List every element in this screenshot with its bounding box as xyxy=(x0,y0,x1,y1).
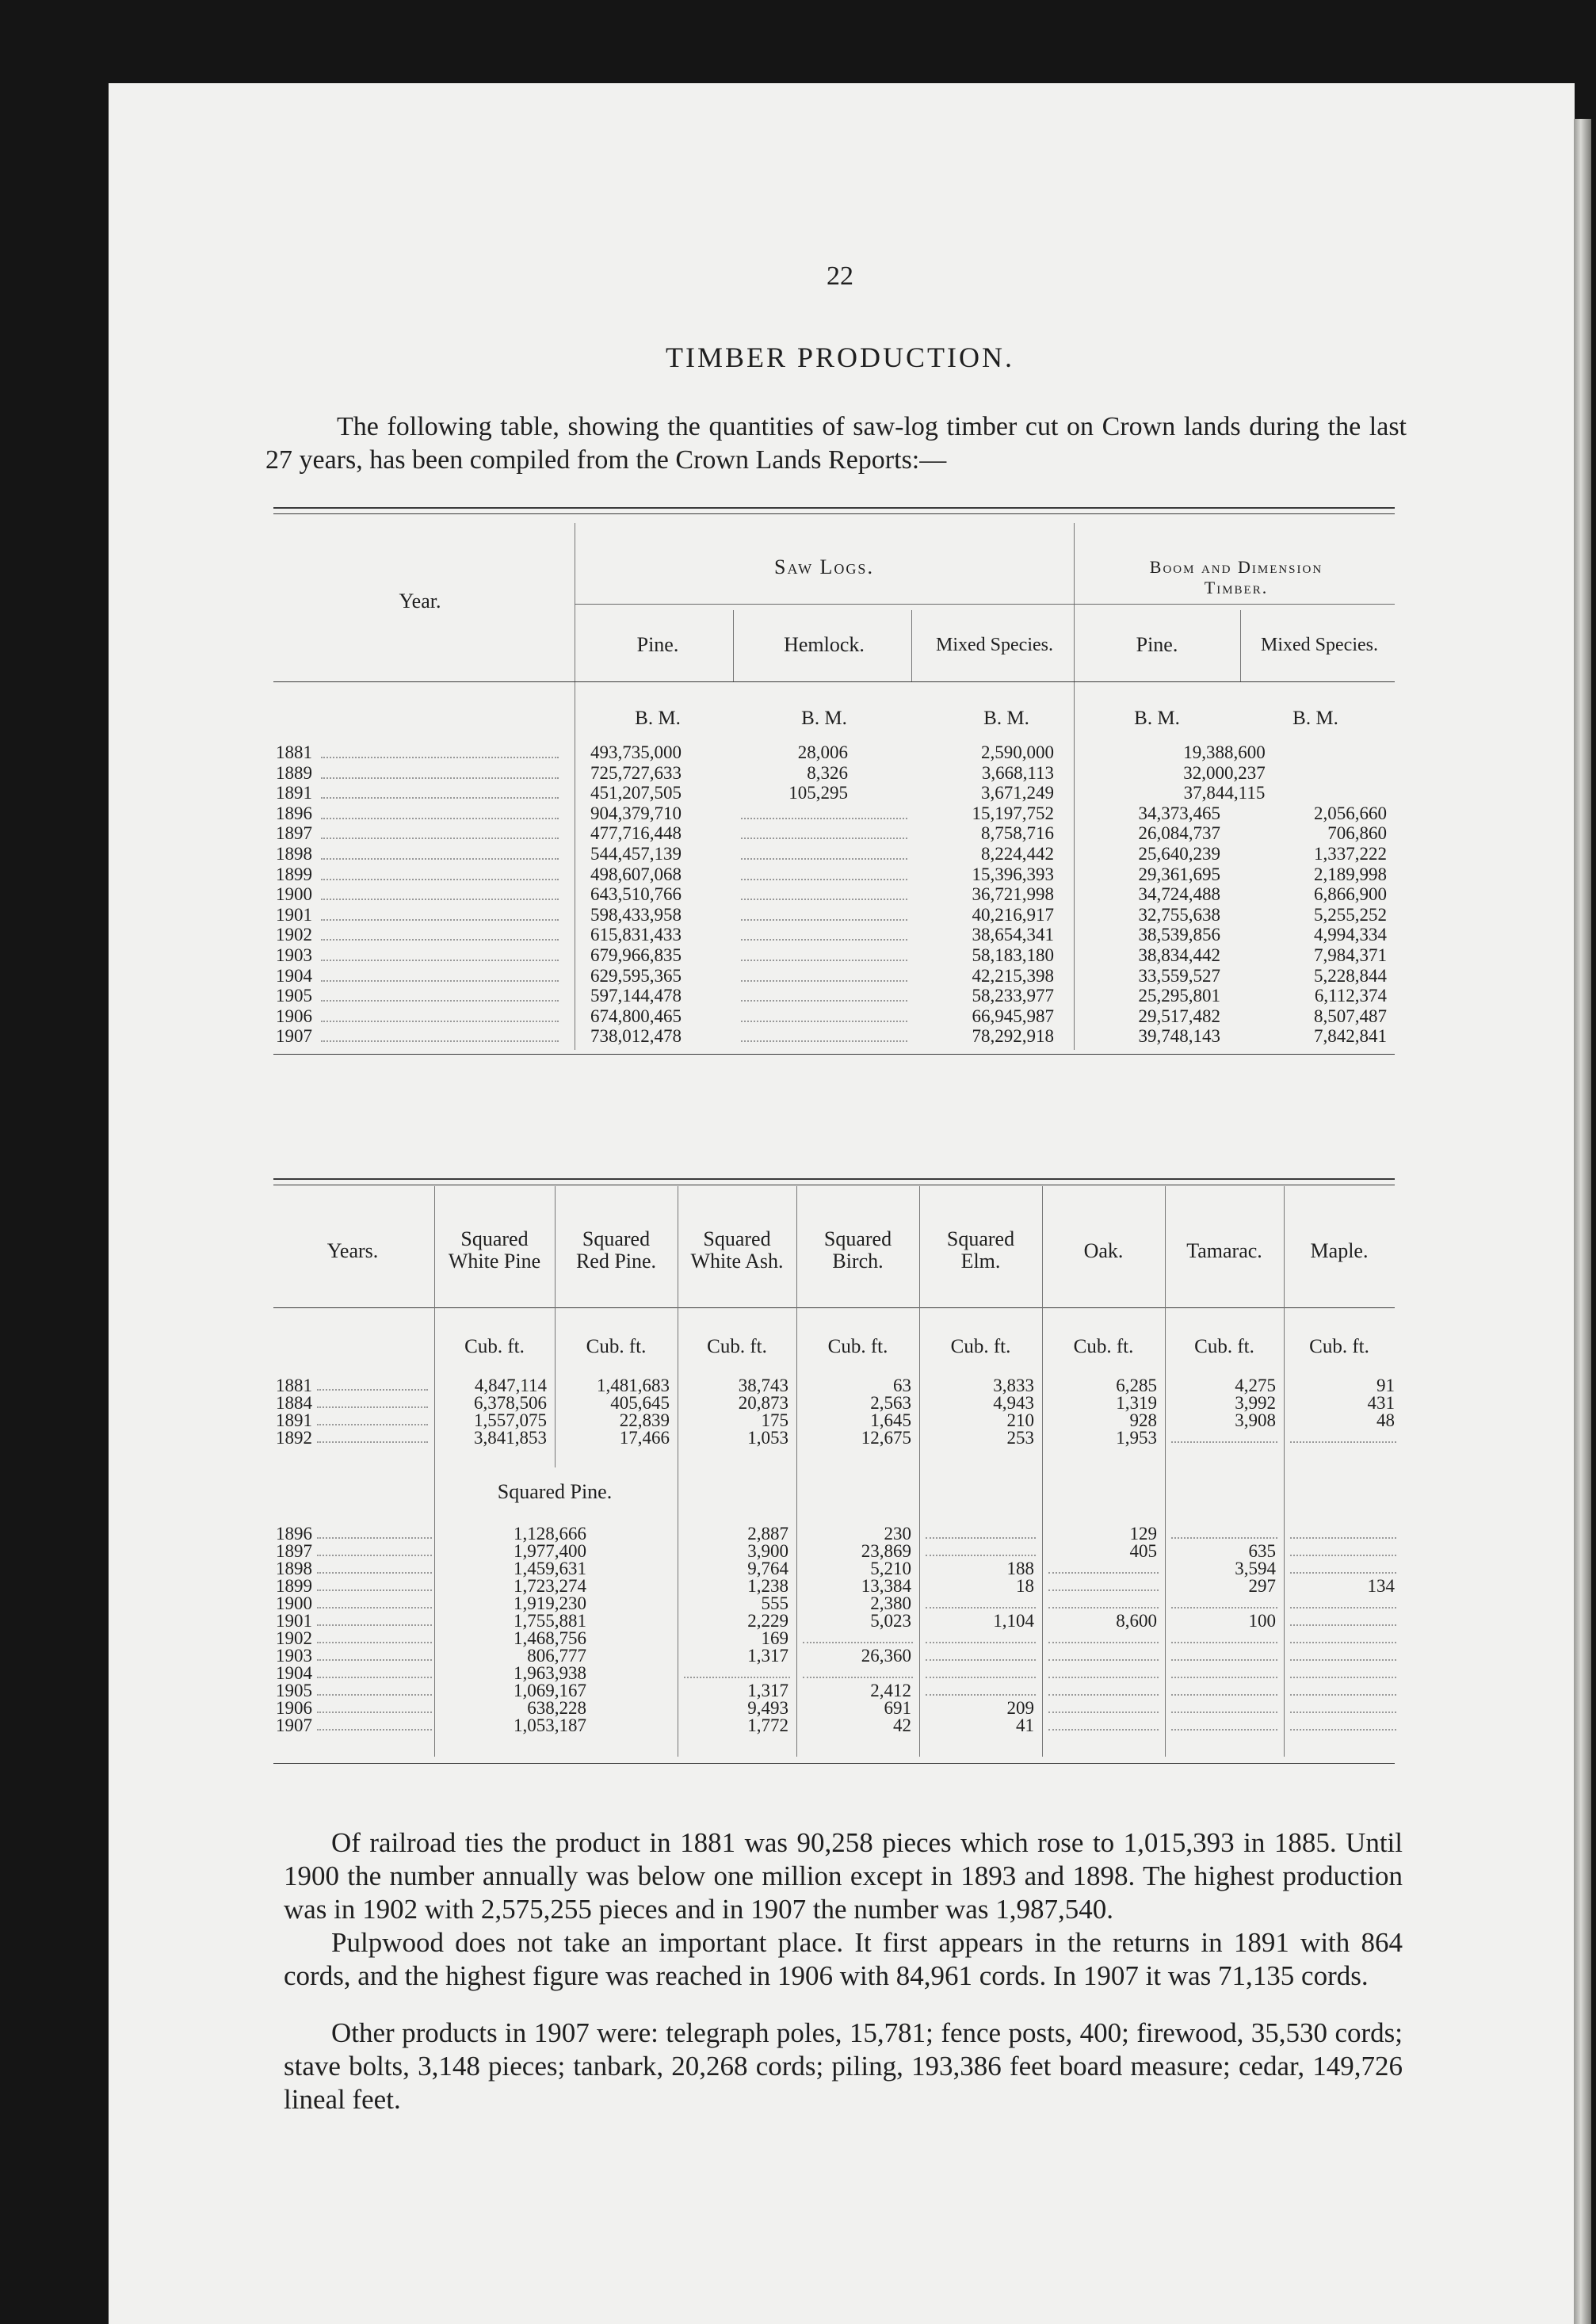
t2-cell-birch: 42 xyxy=(893,1715,911,1735)
t2-cell-ash: 38,743 xyxy=(738,1376,788,1395)
dot-leader xyxy=(1171,1677,1277,1678)
t1-year: 1906 xyxy=(276,1006,312,1026)
t1-boom-pine: 34,724,488 xyxy=(1138,884,1220,904)
t2-year: 1896 xyxy=(276,1524,312,1544)
t1-boom-mixed: 6,112,374 xyxy=(1314,986,1387,1006)
t2-cell-sq-pine: 1,723,274 xyxy=(514,1576,586,1596)
dot-leader xyxy=(741,939,907,941)
t1-unit-boom-mixed: B. M. xyxy=(1292,708,1338,729)
dot-leader xyxy=(1290,1712,1396,1713)
t2-year: 1900 xyxy=(276,1593,312,1613)
dot-leader xyxy=(1048,1607,1159,1608)
dot-leader xyxy=(321,1040,559,1042)
dot-leader xyxy=(317,1589,432,1591)
dot-leader xyxy=(321,797,559,799)
t2-cell-sq-pine: 1,963,938 xyxy=(514,1663,586,1683)
t2-cell-tamarac: 3,908 xyxy=(1235,1410,1276,1430)
t1-boom-pine: 32,755,638 xyxy=(1138,905,1220,925)
t1-col-boom-pine: Pine. xyxy=(1136,633,1178,656)
t2-cell-tamarac: 3,992 xyxy=(1235,1393,1276,1413)
t2-cell-birch: 2,412 xyxy=(870,1681,911,1700)
dot-leader xyxy=(803,1642,913,1643)
t2-unit: Cub. ft. xyxy=(464,1336,525,1357)
t2-cell-sq-pine: 1,069,167 xyxy=(514,1681,586,1700)
dot-leader xyxy=(684,1677,790,1678)
dot-leader xyxy=(317,1607,432,1608)
t2-cell-tamarac: 635 xyxy=(1248,1541,1276,1561)
t1-year: 1897 xyxy=(276,823,312,843)
t2-cell-white_pine: 4,847,114 xyxy=(474,1376,547,1395)
t1-col-hemlock: Hemlock. xyxy=(784,633,865,656)
dot-leader xyxy=(741,960,907,961)
t2-col-header-line1: Squared xyxy=(946,1227,1015,1250)
t2-year: 1884 xyxy=(276,1393,312,1413)
dot-leader xyxy=(1048,1712,1159,1713)
t1-boom-mixed: 1,337,222 xyxy=(1314,844,1387,864)
t2-cell-white_pine: 1,557,075 xyxy=(474,1410,547,1430)
dot-leader xyxy=(741,1040,907,1042)
t2-cell-ash: 169 xyxy=(761,1628,788,1648)
t1-boom-mixed: 5,228,844 xyxy=(1314,966,1387,986)
t2-year: 1903 xyxy=(276,1646,312,1666)
t2-cell-ash: 175 xyxy=(761,1410,788,1430)
dot-leader xyxy=(321,960,559,961)
t2-year: 1906 xyxy=(276,1698,312,1718)
t1-boom-mixed: 7,842,841 xyxy=(1314,1026,1387,1046)
dot-leader xyxy=(741,899,907,900)
t2-year: 1892 xyxy=(276,1428,312,1448)
t1-mixed: 3,668,113 xyxy=(981,763,1054,783)
t2-col-header-line1: Squared xyxy=(823,1227,892,1250)
t1-boom-mixed: 4,994,334 xyxy=(1314,925,1387,944)
t1-unit-mixed: B. M. xyxy=(983,708,1029,729)
t1-boom-pine: 33,559,527 xyxy=(1138,966,1220,986)
t1-year: 1904 xyxy=(276,966,312,986)
pulpwood-paragraph: Pulpwood does not take an important place. It first appears in the returns in 1891 with 864 cords, and the highest figure was reached in 1906 with 84,961 cords. In 1907 it was 71,135 cords. xyxy=(284,1927,1403,1991)
t2-cell-ash: 1,238 xyxy=(747,1576,788,1596)
t1-boom-combined: 37,844,115 xyxy=(1183,783,1266,803)
other-products-paragraph: Other products in 1907 were: telegraph poles, 15,781; fence posts, 400; firewood, 35,530 cords; stave bolts, 3,148 pieces; tanbark, 20,268 cords; piling, 193,386 feet board measure; cedar, 149,726 lineal feet. xyxy=(284,2017,1403,2115)
t1-pine: 674,800,465 xyxy=(590,1006,682,1026)
dot-leader xyxy=(1171,1607,1277,1608)
t2-cell-birch: 2,380 xyxy=(870,1593,911,1613)
t2-cell-oak: 6,285 xyxy=(1116,1376,1157,1395)
dot-leader xyxy=(1290,1441,1396,1443)
page-edge xyxy=(1574,119,1591,2324)
t2-cell-birch: 691 xyxy=(884,1698,911,1718)
t1-boom-mixed: 5,255,252 xyxy=(1314,905,1387,925)
t2-cell-oak: 8,600 xyxy=(1116,1611,1157,1631)
dot-leader xyxy=(317,1406,428,1408)
t2-unit: Cub. ft. xyxy=(1194,1336,1254,1357)
t1-pine: 498,607,068 xyxy=(590,864,682,884)
dot-leader xyxy=(1171,1712,1277,1713)
t1-boom-combined: 32,000,237 xyxy=(1183,763,1266,783)
t1-pine: 725,727,633 xyxy=(590,763,682,783)
t1-pine: 643,510,766 xyxy=(590,884,682,904)
page-title: TIMBER PRODUCTION. xyxy=(665,342,1014,373)
t1-boom-pine: 38,539,856 xyxy=(1138,925,1220,944)
t2-squared-pine-label: Squared Pine. xyxy=(497,1480,613,1503)
t1-mixed: 15,197,752 xyxy=(972,803,1054,823)
t1-pine: 544,457,139 xyxy=(590,844,682,864)
dot-leader xyxy=(741,1000,907,1002)
dot-leader xyxy=(1290,1694,1396,1696)
t1-pine: 451,207,505 xyxy=(590,783,682,803)
t2-cell-sq-pine: 1,128,666 xyxy=(514,1524,586,1544)
dot-leader xyxy=(1290,1729,1396,1731)
t1-mixed: 40,216,917 xyxy=(972,905,1054,925)
t2-unit: Cub. ft. xyxy=(1309,1336,1369,1357)
dot-leader xyxy=(926,1642,1036,1643)
t2-col-header-line1: Tamarac. xyxy=(1186,1239,1262,1262)
t2-year: 1897 xyxy=(276,1541,312,1561)
t1-unit-boom-pine: B. M. xyxy=(1134,708,1180,729)
t1-pine: 493,735,000 xyxy=(590,742,682,762)
t2-cell-birch: 5,023 xyxy=(870,1611,911,1631)
t1-boom-pine: 34,373,465 xyxy=(1138,803,1220,823)
t2-cell-maple: 48 xyxy=(1376,1410,1395,1430)
t1-mixed: 3,671,249 xyxy=(981,783,1054,803)
t2-cell-elm: 188 xyxy=(1006,1559,1034,1578)
t2-year: 1891 xyxy=(276,1410,312,1430)
t2-col-header-line2: White Ash. xyxy=(690,1250,784,1273)
dot-leader xyxy=(321,879,559,880)
t1-pine: 598,433,958 xyxy=(590,905,682,925)
t2-cell-ash: 9,493 xyxy=(747,1698,788,1718)
dot-leader xyxy=(321,838,559,839)
t2-col-header-line2: White Pine xyxy=(448,1250,541,1273)
t2-cell-red_pine: 1,481,683 xyxy=(597,1376,670,1395)
dot-leader xyxy=(741,980,907,982)
t1-unit-hemlock: B. M. xyxy=(801,708,847,729)
dot-leader xyxy=(321,899,559,900)
t2-col-header-line1: Maple. xyxy=(1310,1239,1369,1262)
t1-boom-mixed: 2,056,660 xyxy=(1314,803,1387,823)
t1-mixed: 58,183,180 xyxy=(972,945,1054,965)
dot-leader xyxy=(926,1659,1036,1661)
t1-boom-pine: 38,834,442 xyxy=(1138,945,1220,965)
t2-year-header: Years. xyxy=(326,1239,379,1262)
t1-pine: 477,716,448 xyxy=(590,823,682,843)
t2-cell-elm: 4,943 xyxy=(993,1393,1034,1413)
dot-leader xyxy=(317,1712,432,1713)
t2-cell-birch: 63 xyxy=(893,1376,911,1395)
t1-boom-pine: 29,361,695 xyxy=(1138,864,1220,884)
dot-leader xyxy=(317,1659,432,1661)
t1-boom-mixed: 2,189,998 xyxy=(1314,864,1387,884)
dot-leader xyxy=(926,1607,1036,1608)
t1-mixed: 58,233,977 xyxy=(972,986,1054,1006)
dot-leader xyxy=(1171,1642,1277,1643)
t1-year: 1881 xyxy=(276,742,312,762)
t2-cell-tamarac: 4,275 xyxy=(1235,1376,1276,1395)
t2-cell-birch: 13,384 xyxy=(861,1576,911,1596)
dot-leader xyxy=(321,858,559,860)
railroad-ties-paragraph: Of railroad ties the product in 1881 was 90,258 pieces which rose to 1,015,393 in 1885. Until 1900 the number annually was below one million except in 1893 and 1898. The highest production was in 1902 with 2,575,255 pieces and in 1907 the number was 1,987,540. xyxy=(284,1827,1403,1925)
t2-cell-ash: 3,900 xyxy=(747,1541,788,1561)
dot-leader xyxy=(741,838,907,839)
dot-leader xyxy=(321,818,559,819)
t1-col-mixed: Mixed Species. xyxy=(936,635,1053,655)
dot-leader xyxy=(317,1441,428,1443)
t1-pine: 904,379,710 xyxy=(590,803,682,823)
t1-col-pine: Pine. xyxy=(636,633,679,656)
t2-cell-ash: 1,317 xyxy=(747,1646,788,1666)
dot-leader xyxy=(926,1537,1036,1539)
t2-cell-birch: 12,675 xyxy=(861,1428,911,1448)
dot-leader xyxy=(317,1729,432,1731)
t2-cell-birch: 26,360 xyxy=(861,1646,911,1666)
dot-leader xyxy=(1048,1659,1159,1661)
t1-mixed: 8,758,716 xyxy=(981,823,1054,843)
t1-mixed: 36,721,998 xyxy=(972,884,1054,904)
dot-leader xyxy=(1048,1642,1159,1643)
dot-leader xyxy=(741,879,907,880)
t2-cell-tamarac: 3,594 xyxy=(1235,1559,1276,1578)
t2-cell-sq-pine: 806,777 xyxy=(527,1646,586,1666)
t2-col-header-line1: Oak. xyxy=(1083,1239,1124,1262)
t2-cell-tamarac: 297 xyxy=(1248,1576,1276,1596)
t2-cell-maple: 91 xyxy=(1376,1376,1395,1395)
dot-leader xyxy=(1048,1694,1159,1696)
dot-leader xyxy=(1290,1642,1396,1643)
t2-cell-sq-pine: 1,919,230 xyxy=(514,1593,586,1613)
t1-year: 1898 xyxy=(276,844,312,864)
t2-col-header-line1: Squared xyxy=(703,1227,771,1250)
dot-leader xyxy=(1171,1694,1277,1696)
t1-boom-mixed: 6,866,900 xyxy=(1314,884,1387,904)
t2-cell-ash: 20,873 xyxy=(738,1393,788,1413)
t2-year: 1907 xyxy=(276,1715,312,1735)
t2-cell-tamarac: 100 xyxy=(1248,1611,1276,1631)
dot-leader xyxy=(1048,1677,1159,1678)
t2-cell-birch: 230 xyxy=(884,1524,911,1544)
t2-cell-ash: 9,764 xyxy=(747,1559,788,1578)
t1-mixed: 15,396,393 xyxy=(972,864,1054,884)
t2-cell-white_pine: 6,378,506 xyxy=(474,1393,547,1413)
dot-leader xyxy=(321,919,559,921)
t1-col-boom-mixed: Mixed Species. xyxy=(1261,635,1378,655)
t2-year: 1902 xyxy=(276,1628,312,1648)
dot-leader xyxy=(317,1642,432,1643)
t1-year: 1899 xyxy=(276,864,312,884)
t1-unit-pine: B. M. xyxy=(635,708,681,729)
t2-cell-elm: 253 xyxy=(1006,1428,1034,1448)
dot-leader xyxy=(1048,1729,1159,1731)
t2-cell-elm: 41 xyxy=(1016,1715,1034,1735)
t1-boom-mixed: 706,860 xyxy=(1327,823,1387,843)
t1-boom-pine: 25,640,239 xyxy=(1138,844,1220,864)
dot-leader xyxy=(321,1000,559,1002)
t1-boom-pine: 25,295,801 xyxy=(1138,986,1220,1006)
t2-cell-ash: 555 xyxy=(761,1593,788,1613)
t1-year-header: Year. xyxy=(399,590,441,612)
t2-cell-elm: 210 xyxy=(1006,1410,1034,1430)
t2-cell-sq-pine: 1,459,631 xyxy=(514,1559,586,1578)
t2-col-header-line2: Birch. xyxy=(832,1250,884,1273)
dot-leader xyxy=(321,777,559,779)
t1-year: 1902 xyxy=(276,925,312,944)
dot-leader xyxy=(741,858,907,860)
t2-cell-birch: 23,869 xyxy=(861,1541,911,1561)
t2-col-header-line1: Squared xyxy=(460,1227,529,1250)
t1-year: 1900 xyxy=(276,884,312,904)
dot-leader xyxy=(1290,1677,1396,1678)
dot-leader xyxy=(321,1021,559,1022)
dot-leader xyxy=(1171,1729,1277,1731)
t1-mixed: 38,654,341 xyxy=(972,925,1054,944)
dot-leader xyxy=(317,1537,432,1539)
t2-cell-elm: 18 xyxy=(1016,1576,1034,1596)
dot-leader xyxy=(317,1555,432,1556)
dot-leader xyxy=(1171,1659,1277,1661)
t1-pine: 597,144,478 xyxy=(590,986,682,1006)
t2-cell-maple: 134 xyxy=(1367,1576,1395,1596)
t1-mixed: 66,945,987 xyxy=(972,1006,1054,1026)
t2-year: 1898 xyxy=(276,1559,312,1578)
t2-col-header-line1: Squared xyxy=(582,1227,651,1250)
dot-leader xyxy=(926,1555,1036,1556)
t2-unit: Cub. ft. xyxy=(950,1336,1011,1357)
t2-cell-red_pine: 17,466 xyxy=(619,1428,670,1448)
t1-boom-pine: 29,517,482 xyxy=(1138,1006,1220,1026)
t2-cell-red_pine: 22,839 xyxy=(619,1410,670,1430)
dot-leader xyxy=(926,1677,1036,1678)
dot-leader xyxy=(1290,1537,1396,1539)
t2-cell-birch: 1,645 xyxy=(870,1410,911,1430)
t2-cell-birch: 2,563 xyxy=(870,1393,911,1413)
dot-leader xyxy=(741,919,907,921)
dot-leader xyxy=(1290,1624,1396,1626)
t1-pine: 615,831,433 xyxy=(590,925,682,944)
dot-leader xyxy=(1290,1607,1396,1608)
t2-col-header-line2: Elm. xyxy=(960,1250,1001,1273)
t1-mixed: 78,292,918 xyxy=(972,1026,1054,1046)
t1-hemlock: 28,006 xyxy=(797,742,848,762)
t1-boom-pine: 26,084,737 xyxy=(1138,823,1220,843)
dot-leader xyxy=(1290,1572,1396,1574)
t2-cell-sq-pine: 1,977,400 xyxy=(514,1541,586,1561)
t1-year: 1891 xyxy=(276,783,312,803)
dot-leader xyxy=(321,980,559,982)
dot-leader xyxy=(317,1572,432,1574)
t2-unit: Cub. ft. xyxy=(707,1336,767,1357)
t1-year: 1907 xyxy=(276,1026,312,1046)
dot-leader xyxy=(741,1021,907,1022)
dot-leader xyxy=(1290,1555,1396,1556)
t2-cell-ash: 1,053 xyxy=(747,1428,788,1448)
t2-cell-sq-pine: 1,755,881 xyxy=(514,1611,586,1631)
t2-cell-oak: 129 xyxy=(1129,1524,1157,1544)
t1-year: 1889 xyxy=(276,763,312,783)
dot-leader xyxy=(321,757,559,758)
dot-leader xyxy=(1290,1659,1396,1661)
t2-cell-maple: 431 xyxy=(1367,1393,1395,1413)
t2-cell-elm: 209 xyxy=(1006,1698,1034,1718)
dot-leader xyxy=(741,818,907,819)
t1-boom-mixed: 7,984,371 xyxy=(1314,945,1387,965)
t2-cell-sq-pine: 1,468,756 xyxy=(514,1628,586,1648)
t2-cell-oak: 1,319 xyxy=(1116,1393,1157,1413)
t2-unit: Cub. ft. xyxy=(1073,1336,1134,1357)
t2-cell-red_pine: 405,645 xyxy=(610,1393,670,1413)
t2-cell-birch: 5,210 xyxy=(870,1559,911,1578)
dot-leader xyxy=(317,1624,432,1626)
t1-year: 1901 xyxy=(276,905,312,925)
t2-year: 1899 xyxy=(276,1576,312,1596)
dot-leader xyxy=(926,1694,1036,1696)
t2-cell-ash: 2,887 xyxy=(747,1524,788,1544)
t1-boom-header-line1: Boom and Dimension xyxy=(1149,557,1323,577)
t1-saw-logs-header: Saw Logs. xyxy=(774,555,874,578)
dot-leader xyxy=(317,1424,428,1425)
dot-leader xyxy=(317,1677,432,1678)
t1-boom-combined: 19,388,600 xyxy=(1183,742,1266,762)
t1-mixed: 42,215,398 xyxy=(972,966,1054,986)
t1-year: 1903 xyxy=(276,945,312,965)
t2-cell-ash: 1,317 xyxy=(747,1681,788,1700)
t1-boom-header-line2: Timber. xyxy=(1204,578,1269,597)
t2-unit: Cub. ft. xyxy=(586,1336,647,1357)
dot-leader xyxy=(1171,1441,1277,1443)
t2-cell-sq-pine: 638,228 xyxy=(527,1698,586,1718)
dot-leader xyxy=(1171,1537,1277,1539)
t1-hemlock: 8,326 xyxy=(807,763,848,783)
t2-cell-ash: 2,229 xyxy=(747,1611,788,1631)
t1-boom-mixed: 8,507,487 xyxy=(1314,1006,1387,1026)
t2-year: 1901 xyxy=(276,1611,312,1631)
t2-cell-sq-pine: 1,053,187 xyxy=(514,1715,586,1735)
dot-leader xyxy=(317,1694,432,1696)
t1-pine: 629,595,365 xyxy=(590,966,682,986)
dot-leader xyxy=(321,939,559,941)
t1-pine: 679,966,835 xyxy=(590,945,682,965)
t2-cell-oak: 928 xyxy=(1129,1410,1157,1430)
t1-year: 1905 xyxy=(276,986,312,1006)
dot-leader xyxy=(317,1389,428,1391)
page-number: 22 xyxy=(827,261,853,291)
intro-paragraph: The following table, showing the quantities of saw-log timber cut on Crown lands during the last 27 years, has been compiled from the Crown Lands Reports:— xyxy=(265,412,1407,475)
t2-cell-elm: 1,104 xyxy=(993,1611,1034,1631)
t1-hemlock: 105,295 xyxy=(788,783,848,803)
t2-year: 1881 xyxy=(276,1376,312,1395)
t2-year: 1905 xyxy=(276,1681,312,1700)
t1-mixed: 8,224,442 xyxy=(981,844,1054,864)
t2-col-header-line2: Red Pine. xyxy=(575,1250,657,1273)
t2-cell-elm: 3,833 xyxy=(993,1376,1034,1395)
t2-cell-oak: 405 xyxy=(1129,1541,1157,1561)
t1-boom-pine: 39,748,143 xyxy=(1138,1026,1220,1046)
t1-mixed: 2,590,000 xyxy=(981,742,1054,762)
t2-cell-white_pine: 3,841,853 xyxy=(474,1428,547,1448)
t2-cell-oak: 1,953 xyxy=(1116,1428,1157,1448)
t2-cell-ash: 1,772 xyxy=(747,1715,788,1735)
t2-year: 1904 xyxy=(276,1663,312,1683)
dot-leader xyxy=(803,1677,913,1678)
t1-pine: 738,012,478 xyxy=(590,1026,682,1046)
t2-unit: Cub. ft. xyxy=(827,1336,888,1357)
t1-year: 1896 xyxy=(276,803,312,823)
